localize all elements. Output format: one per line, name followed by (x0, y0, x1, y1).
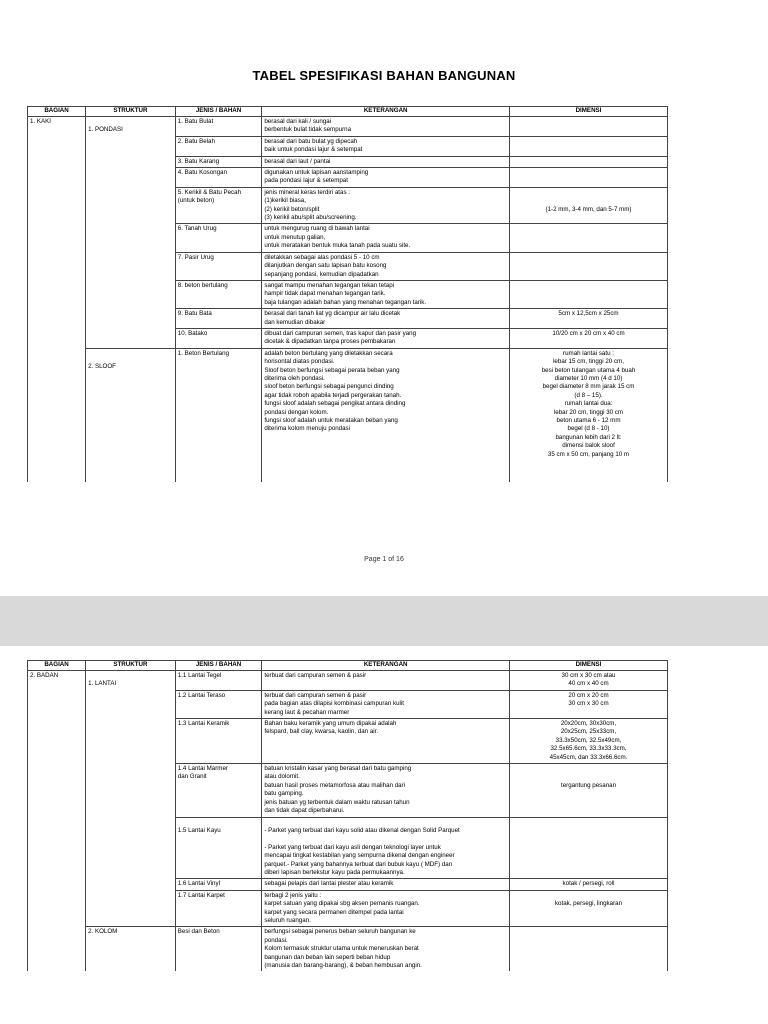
dimensi-text: begel diameter 8 mm jarak 15 cm (542, 383, 635, 391)
keterangan-text: - Parket yang terbuat dari kayu solid atau dikenal dengan Solid Parquet (264, 826, 460, 834)
dimensi-text (512, 189, 665, 197)
header-keterangan: KETERANGAN (262, 661, 510, 671)
dimensi-text: rumah lantai satu : (563, 349, 614, 357)
dimensi-text: lebar 15 cm, tinggi 20 cm, (553, 358, 624, 366)
bagian-cell (28, 117, 86, 482)
keterangan-text: karpet satuan yang dipakai sbg aksen pemanis ruangan. (264, 900, 420, 908)
keterangan-text: batuan kristalin kasar yang berasal dari batu gamping (264, 765, 412, 773)
keterangan-cell (262, 156, 510, 167)
jenis-cell (175, 328, 262, 348)
header-dimensi: DIMENSI (510, 661, 668, 671)
keterangan-text: jenis batuan yg terbentuk dalam waktu ratusan tahun (264, 798, 410, 806)
keterangan-text: parquet.- Parket yang bahannya terbuat dari bubuk kayu ( MDF) dan (264, 860, 453, 868)
keterangan-cell (262, 817, 510, 879)
keterangan-cell (262, 168, 510, 188)
jenis-cell (175, 168, 262, 188)
jenis-text: 10. Batako (177, 329, 208, 337)
keterangan-text: diterima oleh pondasi. (264, 374, 325, 382)
dimensi-cell (510, 690, 668, 718)
keterangan-cell (262, 136, 510, 156)
keterangan-text: berasal dari tanah liat yg dicampur air lalu dicetak (264, 310, 401, 318)
keterangan-cell (262, 890, 510, 927)
bagian-cell (28, 671, 86, 972)
dimensi-text (512, 765, 665, 773)
jenis-cell (175, 252, 262, 280)
dimensi-text: dimensi balok sloof (562, 442, 615, 450)
jenis-cell (175, 309, 262, 329)
table-header-row (28, 107, 668, 117)
keterangan-text: pada pondasi lajur & setempat (264, 177, 348, 185)
jenis-text: 1.1 Lantai Tegel (177, 672, 222, 679)
keterangan-text: untuk meratakan bentuk muka tanah pada suatu site. (264, 242, 411, 250)
jenis-cell (175, 764, 262, 817)
header-struktur: STRUKTUR (86, 661, 176, 671)
dimensi-text: kotak, persegi, lingkaran (554, 900, 623, 908)
keterangan-cell (262, 328, 510, 348)
dimensi-cell (510, 252, 668, 280)
dimensi-cell (510, 224, 668, 252)
keterangan-cell (262, 187, 510, 224)
keterangan-text: batuan hasil proses metamorfosa atau malihan dari (264, 781, 406, 789)
jenis-text: 6. Tanah Urug (177, 225, 217, 233)
keterangan-text: seluruh ruangan. (264, 916, 311, 924)
jenis-cell (175, 348, 262, 482)
keterangan-text: Bahan baku keramik yang umum dipakai adalah (264, 720, 397, 728)
dimensi-cell (510, 136, 668, 156)
keterangan-text: pondasi dengan kolom. (264, 408, 329, 416)
keterangan-cell (262, 764, 510, 817)
jenis-text: 8. beton bertulang (177, 281, 228, 289)
dimensi-text (512, 197, 665, 205)
jenis-text: 1.6 Lantai Vinyl (177, 880, 220, 888)
jenis-text (178, 819, 260, 827)
keterangan-text: dilanjutkan dengan satu lapisan batu kosong (264, 262, 387, 270)
dimensi-text: 5cm x 12,5cm x 25cm (558, 310, 619, 318)
keterangan-text: terbagi 2 jenis yaitu : (264, 891, 322, 899)
jenis-cell (175, 690, 262, 718)
dimensi-cell (510, 764, 668, 817)
dimensi-text (512, 773, 665, 781)
dimensi-text: tergantung pesanan (560, 781, 617, 789)
dimensi-text: rumah lantai dua: (564, 400, 613, 408)
keterangan-text: sangat mampu menahan tegangan tekan tetapi (264, 281, 395, 289)
jenis-text: 5. Kerikil & Batu Pecah (177, 188, 242, 196)
jenis-text: 7. Pasir Urug (177, 253, 214, 261)
dimensi-cell (510, 187, 668, 224)
dimensi-text: 32.5x65.6cm, 33.3x33.3cm, (550, 745, 627, 753)
keterangan-text: untuk menutup galian, (264, 233, 326, 241)
dimensi-text: 45x45cm, dan 33.3x66.6cm. (549, 753, 628, 761)
table-row (28, 348, 668, 482)
dimensi-cell (510, 890, 668, 927)
bagian-label: 2. BADAN (30, 672, 59, 679)
dimensi-cell (510, 328, 668, 348)
keterangan-text: berasal dari kali / sungai (264, 118, 332, 125)
keterangan-text: mencapai tingkat kestabilan yang sempurna dikenal dengan engineer (264, 852, 455, 860)
keterangan-cell (262, 117, 510, 137)
keterangan-cell (262, 927, 510, 972)
dimensi-text: diameter 10 mm (4 d 10) (554, 374, 623, 382)
keterangan-text: sloof beton berfungsi sebagai pengunci dinding (264, 383, 394, 391)
keterangan-text: - Parket yang terbuat dari kayu asli dengan teknologi layer untuk (264, 843, 441, 851)
header-jenis: JENIS / BAHAN (175, 661, 262, 671)
header-struktur: STRUKTUR (86, 107, 176, 117)
dimensi-cell (510, 671, 668, 691)
struktur-cell (86, 348, 176, 482)
jenis-text: Besi dan Beton (177, 928, 220, 936)
keterangan-text: karpet yang secara permanen ditempel pada lantai (264, 908, 404, 916)
page-title: TABEL SPESIFIKASI BAHAN BANGUNAN (252, 68, 516, 83)
dimensi-cell (510, 117, 668, 137)
struktur-label: 1. LANTAI (88, 680, 117, 687)
jenis-text: 4. Batu Kosongan (177, 169, 227, 177)
dimensi-text: 40 cm x 40 cm (568, 680, 609, 688)
dimensi-cell (510, 168, 668, 188)
jenis-cell (175, 671, 262, 691)
jenis-cell (175, 817, 262, 879)
jenis-cell (175, 156, 262, 167)
document-page-2 (0, 646, 768, 1024)
dimensi-cell (510, 927, 668, 972)
dimensi-text: beton utama 6 - 12 mm (556, 417, 621, 424)
keterangan-text: hampir tidak dapat menahan tegangan tarik. (264, 290, 386, 298)
dimensi-text: begel (d 8 - 10) (567, 425, 610, 433)
keterangan-text: pondasi. (264, 936, 288, 944)
keterangan-text: berasal dari batu bulat yg dipecah (264, 137, 358, 145)
keterangan-text: adalah beton bertulang yang diletakkan secara (264, 349, 393, 357)
keterangan-text: berasal dari laut / pantai (264, 157, 331, 165)
dimensi-cell (510, 156, 668, 167)
struktur-label: 1. PONDASI (88, 126, 123, 133)
jenis-cell (175, 224, 262, 252)
keterangan-text: fungsi sloof adalah sebagai pengikat antara dinding (264, 400, 406, 408)
keterangan-text: dibuat dari campuran semen, tras kapur dan pasir yang (264, 329, 417, 337)
keterangan-text: berbentuk bulat tidak sempurna (264, 126, 352, 134)
header-bagian: BAGIAN (28, 107, 86, 117)
struktur-cell (86, 927, 176, 972)
dimensi-text: 20x25cm, 25x33cm, (560, 728, 617, 736)
dimensi-text: (d 8 – 15). (574, 391, 603, 399)
dimensi-text: bangunan lebih dari 2 lt: (555, 433, 622, 441)
keterangan-text (264, 819, 507, 827)
jenis-text: (untuk beton) (177, 197, 215, 205)
bagian-label: 1. KAKI (30, 118, 51, 125)
keterangan-text: sebagai pelapis dari lantai plester atau keramik (264, 880, 394, 888)
dimensi-cell (510, 309, 668, 329)
keterangan-text: diletakkan sebagai alas pondasi 5 - 10 cm (264, 253, 380, 261)
jenis-text: 2. Batu Belah (177, 137, 215, 145)
header-jenis: JENIS / BAHAN (175, 107, 262, 117)
header-dimensi: DIMENSI (510, 107, 668, 117)
keterangan-cell (262, 690, 510, 718)
dimensi-text: 33.3x50cm, 32.5x49cm, (555, 736, 622, 744)
keterangan-cell (262, 879, 510, 890)
keterangan-text: baik untuk pondasi lajur & setempat (264, 146, 363, 154)
struktur-cell (86, 671, 176, 927)
jenis-cell (175, 117, 262, 137)
table-header-row (28, 661, 668, 671)
table-row (28, 927, 668, 972)
dimensi-text: 30 cm x 30 cm atau (561, 672, 616, 679)
keterangan-text: felspard, ball clay, kwarsa, kaolin, dan air. (264, 728, 379, 736)
keterangan-cell (262, 719, 510, 764)
keterangan-text: (3) kerikil abu/split abu/screening. (264, 214, 357, 222)
dimensi-text: kotak / persegi, roll (562, 880, 615, 888)
jenis-text: 1. Batu Bulat (177, 118, 214, 125)
keterangan-text: bangunan dan beban lain seperti beban hidup (264, 953, 391, 961)
keterangan-text: jenis mineral keras terdiri atas : (264, 188, 350, 196)
keterangan-cell (262, 309, 510, 329)
keterangan-text: batu gamping. (264, 790, 304, 798)
dimensi-text: 20 cm x 20 cm (568, 691, 609, 699)
keterangan-cell (262, 671, 510, 691)
header-keterangan: KETERANGAN (262, 107, 510, 117)
keterangan-text: (2) kerikil beton/split (264, 205, 320, 213)
keterangan-text: dan kemudian dibakar (264, 318, 326, 326)
table-row (28, 671, 668, 691)
jenis-text: 1.3 Lantai Keramik (177, 720, 230, 728)
struktur-cell (86, 117, 176, 349)
keterangan-text: dicetak & dipadatkan tanpa proses pembakaran (264, 338, 396, 346)
page-separator (0, 596, 768, 646)
keterangan-text: atau dolomit. (264, 773, 300, 781)
keterangan-text: baja tulangan adalah bahan yang menahan tegangan tarik. (264, 298, 427, 306)
dimensi-text: 10/20 cm x 20 cm x 40 cm (552, 329, 625, 337)
keterangan-text: terbuat dari campuran semen & pasir (264, 691, 367, 699)
keterangan-cell (262, 252, 510, 280)
dimensi-text: besi beton tulangan utama 4 buah (541, 366, 636, 374)
table-row (28, 117, 668, 137)
jenis-cell (175, 187, 262, 224)
jenis-text: 3. Batu Karang (177, 157, 220, 165)
dimensi-cell (510, 817, 668, 879)
jenis-cell (175, 879, 262, 890)
keterangan-text: horisontal diatas pondasi. (264, 358, 335, 366)
dimensi-cell (510, 879, 668, 890)
page-footer: Page 1 of 16 (364, 556, 404, 563)
jenis-cell (175, 136, 262, 156)
jenis-text: 1.4 Lantai Marmer (177, 765, 228, 773)
keterangan-text (264, 835, 507, 843)
dimensi-cell (510, 719, 668, 764)
keterangan-text: diterima kolom menuju pondasi (264, 425, 350, 433)
jenis-cell (175, 280, 262, 308)
dimensi-text: 30 cm x 30 cm (568, 700, 609, 708)
jenis-text: 1.5 Lantai Kayu (177, 826, 221, 834)
keterangan-cell (262, 280, 510, 308)
keterangan-text: Kolom termasuk struktur utama untuk meneruskan berat (264, 945, 419, 953)
keterangan-text: Sloof beton berfungsi sebagai perata beban yang (264, 366, 400, 374)
keterangan-text: dan tidak dapat diperbaharui. (264, 807, 345, 815)
jenis-text: dan Granit (177, 773, 207, 781)
keterangan-text: diberi lapisan bertekstur kayu pada permukaannya. (264, 868, 405, 876)
spec-table-page-2 (27, 660, 668, 971)
keterangan-text: (1)kerikil biasa, (264, 197, 306, 205)
header-bagian: BAGIAN (28, 661, 86, 671)
struktur-label: 2. KOLOM (88, 928, 118, 936)
dimensi-text: 20x20cm, 30x30cm, (560, 720, 617, 728)
jenis-text: 1.7 Lantai Karpet (177, 891, 225, 899)
jenis-text: 1. Beton Bertulang (177, 349, 230, 357)
struktur-label: 2. SLOOF (88, 362, 116, 370)
keterangan-text: sepanjang pondasi, kemudian dipadatkan (264, 270, 379, 278)
spec-table-page-1 (27, 106, 668, 482)
keterangan-text: fungsi sloof adalah untuk meratakan beban yang (264, 417, 398, 424)
keterangan-cell (262, 224, 510, 252)
keterangan-text: kerang laut & pecahan marmer (264, 708, 350, 716)
dimensi-cell (510, 348, 668, 482)
dimensi-text: lebar 20 cm, tinggi 30 cm (553, 408, 624, 416)
jenis-text: 1.2 Lantai Teraso (177, 691, 226, 699)
keterangan-text: digunakan untuk lapisan aanstamping (264, 169, 369, 177)
jenis-cell (175, 719, 262, 764)
keterangan-cell (262, 348, 510, 482)
keterangan-text: agar tidak roboh apabila terjadi pergerakan tanah. (264, 391, 402, 399)
dimensi-text (512, 892, 665, 900)
keterangan-text: (manusia dan barang-barang), & beban hembusan angin. (264, 962, 422, 969)
keterangan-text: berfungsi sebagai penerus beban seluruh bangunan ke (264, 928, 416, 936)
jenis-cell (175, 927, 262, 972)
dimensi-cell (510, 280, 668, 308)
keterangan-text: pada bagian atas dilapisi kombinasi campuran kulit (264, 700, 405, 708)
jenis-text: 9. Batu Bata (177, 310, 212, 318)
dimensi-text: (1-2 mm, 3-4 mm, dan 5-7 mm) (545, 205, 632, 213)
keterangan-text: untuk mengurug ruang di bawah lantai (264, 225, 370, 233)
keterangan-text: terbuat dari campuran semen & pasir (264, 672, 367, 679)
jenis-cell (175, 890, 262, 927)
dimensi-text: 35 cm x 50 cm, panjang 10 m (547, 450, 630, 458)
